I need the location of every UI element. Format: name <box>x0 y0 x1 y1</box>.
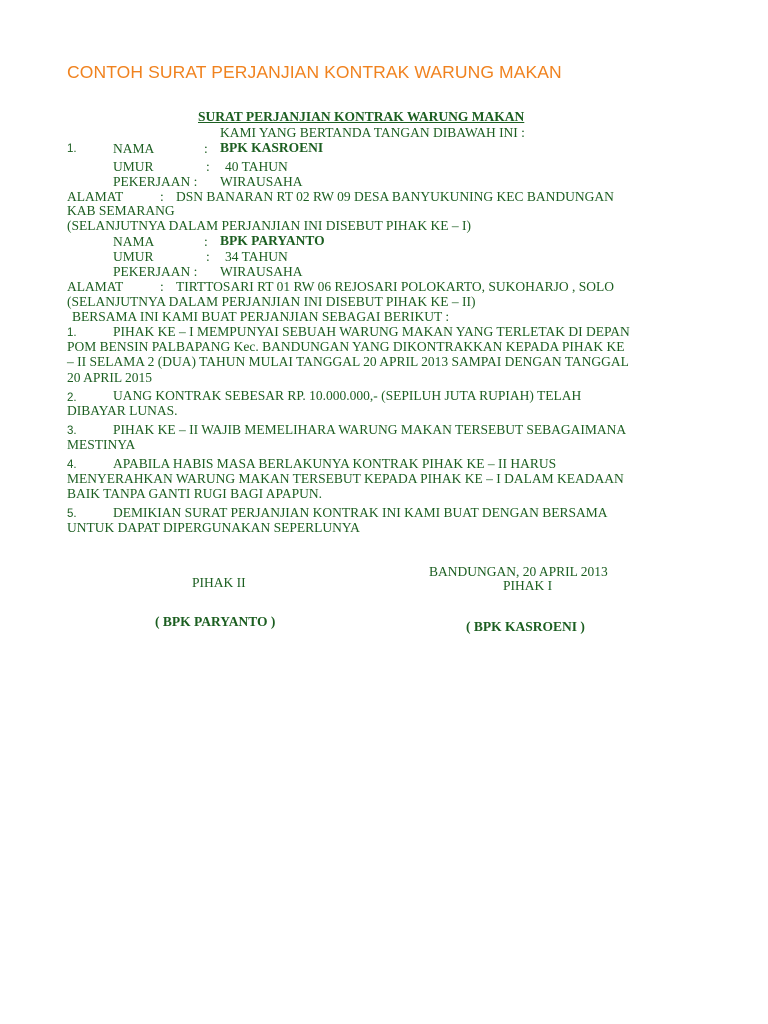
place-date: BANDUNGAN, 20 APRIL 2013 <box>429 564 608 579</box>
clause-4-line-1: APABILA HABIS MASA BERLAKUNYA KONTRAK PIHAK KE – II HARUS <box>113 456 557 471</box>
clause-3-number: 3. <box>67 425 77 437</box>
clause-4-line-2: MENYERAHKAN WARUNG MAKAN TERSEBUT KEPADA PIHAK KE – I DALAM KEADAAN <box>67 471 624 486</box>
page-title: CONTOH SURAT PERJANJIAN KONTRAK WARUNG MAKAN <box>67 62 562 82</box>
party-2-note: (SELANJUTNYA DALAM PERJANJIAN INI DISEBUT PIHAK KE – II) <box>67 294 476 309</box>
party-1-umur-colon: : <box>206 159 210 174</box>
clause-1-line-3: – II SELAMA 2 (DUA) TAHUN MULAI TANGGAL 20 APRIL 2013 SAMPAI DENGAN TANGGAL <box>67 354 629 369</box>
party-2-alamat-value: TIRTTOSARI RT 01 RW 06 REJOSARI POLOKARTO, SUKOHARJO , SOLO <box>176 279 614 294</box>
clause-3-line-2: MESTINYA <box>67 437 136 452</box>
clause-5-number: 5. <box>67 508 77 520</box>
party-1-pekerjaan-label: PEKERJAAN : <box>113 174 198 189</box>
clause-2-number: 2. <box>67 392 77 404</box>
clause-4-line-3: BAIK TANPA GANTI RUGI BAGI APAPUN. <box>67 486 322 501</box>
party-2-umur-value: 34 TAHUN <box>225 249 288 264</box>
party-1-alamat-line-2: KAB SEMARANG <box>67 203 175 218</box>
party-2-umur-label: UMUR <box>113 249 154 264</box>
party-1-nama-colon: : <box>204 141 208 156</box>
party-2-alamat-label: ALAMAT <box>67 279 124 294</box>
clause-1-number: 1. <box>67 327 77 339</box>
letter-heading: SURAT PERJANJIAN KONTRAK WARUNG MAKAN <box>198 109 525 124</box>
clause-1-line-4: 20 APRIL 2015 <box>67 370 153 385</box>
clause-5-line-2: UNTUK DAPAT DIPERGUNAKAN SEPERLUNYA <box>67 520 360 535</box>
party-2-nama-label: NAMA <box>113 234 155 249</box>
clause-4-number: 4. <box>67 459 77 471</box>
clause-3-line-1: PIHAK KE – II WAJIB MEMELIHARA WARUNG MAKAN TERSEBUT SEBAGAIMANA <box>113 422 627 437</box>
party-1-number: 1. <box>67 143 77 155</box>
signature-left-label: PIHAK II <box>192 575 246 590</box>
party-2-alamat-colon: : <box>160 279 164 294</box>
signature-right-name: ( BPK KASROENI ) <box>466 619 585 634</box>
party-1-pekerjaan-value: WIRAUSAHA <box>220 174 303 189</box>
party-2-pekerjaan-label: PEKERJAAN : <box>113 264 198 279</box>
party-1-nama-label: NAMA <box>113 141 155 156</box>
clause-2-line-2: DIBAYAR LUNAS. <box>67 403 178 418</box>
party-1-alamat-colon: : <box>160 189 164 204</box>
party-1-alamat-label: ALAMAT <box>67 189 124 204</box>
agreement-intro: BERSAMA INI KAMI BUAT PERJANJIAN SEBAGAI BERIKUT : <box>72 309 450 324</box>
letter-intro: KAMI YANG BERTANDA TANGAN DIBAWAH INI : <box>220 125 525 140</box>
party-2-umur-colon: : <box>206 249 210 264</box>
party-2-pekerjaan-value: WIRAUSAHA <box>220 264 303 279</box>
clause-1-line-2: POM BENSIN PALBAPANG Kec. BANDUNGAN YANG DIKONTRAKKAN KEPADA PIHAK KE <box>67 339 625 354</box>
signature-right-label: PIHAK I <box>503 578 553 593</box>
clause-1-line-1: PIHAK KE – I MEMPUNYAI SEBUAH WARUNG MAKAN YANG TERLETAK DI DEPAN <box>113 324 630 339</box>
party-1-umur-value: 40 TAHUN <box>225 159 288 174</box>
party-1-note: (SELANJUTNYA DALAM PERJANJIAN INI DISEBUT PIHAK KE – I) <box>67 218 471 233</box>
party-2-nama-value: BPK PARYANTO <box>220 233 325 248</box>
signature-left-name: ( BPK PARYANTO ) <box>155 614 276 629</box>
clause-5-line-1: DEMIKIAN SURAT PERJANJIAN KONTRAK INI KAMI BUAT DENGAN BERSAMA <box>113 505 608 520</box>
clause-2-line-1: UANG KONTRAK SEBESAR RP. 10.000.000,- (SEPILUH JUTA RUPIAH) TELAH <box>113 388 582 403</box>
party-1-umur-label: UMUR <box>113 159 154 174</box>
party-1-alamat-line-1: DSN BANARAN RT 02 RW 09 DESA BANYUKUNING KEC BANDUNGAN <box>176 189 614 204</box>
party-1-nama-value: BPK KASROENI <box>220 140 324 155</box>
party-2-nama-colon: : <box>204 234 208 249</box>
